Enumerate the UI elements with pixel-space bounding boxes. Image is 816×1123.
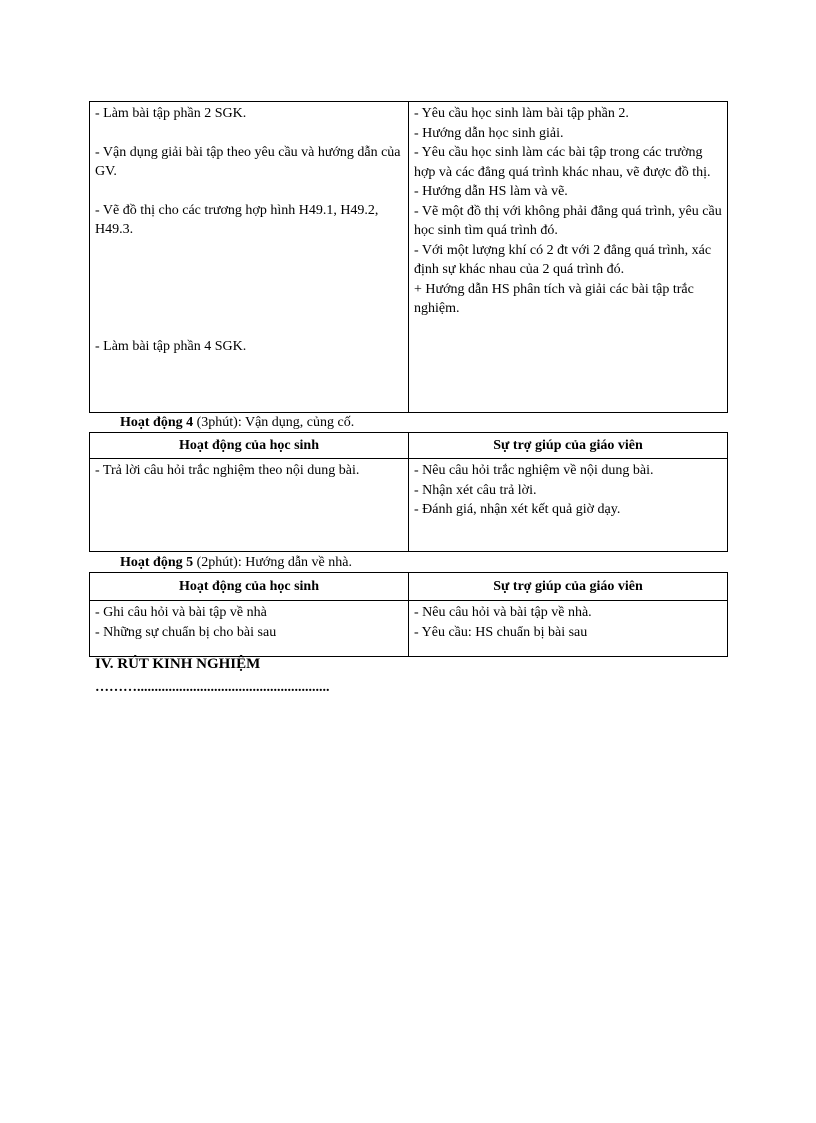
column-header-student: Hoạt động của học sinh [90, 433, 409, 459]
list-item: - Những sự chuẩn bị cho bài sau [95, 624, 277, 640]
activity4-title [120, 414, 354, 432]
column-header-teacher: Sự trợ giúp của giáo viên [409, 433, 728, 459]
column-header-student: Hoạt động của học sinh [90, 573, 409, 601]
list-item: - Đánh giá, nhận xét kết quả giờ dạy. [414, 502, 621, 517]
activity5-table [89, 572, 728, 657]
activity5-label: Hoạt động 5 [120, 555, 194, 570]
table-row [90, 459, 728, 552]
list-item: - Với một lượng khí có 2 đt với 2 đẳng quá trình, xác định sự khác nhau của 2 quá trình đó. [414, 242, 712, 277]
teacher-support-cell [409, 601, 728, 657]
list-item: - Yêu cầu: HS chuẩn bị bài sau [414, 624, 588, 640]
list-item: - Nêu câu hỏi và bài tập về nhà. [414, 605, 592, 620]
student-activities-cell [90, 601, 409, 657]
list-item: - Nêu câu hỏi trắc nghiệm về nội dung bài. [414, 463, 654, 478]
table-header-row [90, 433, 728, 459]
activity4-table [89, 432, 728, 552]
list-item: - Yêu cầu học sinh làm các bài tập trong các trường hợp và các đẳng quá trình khác nhau, vẽ được đồ thị. [414, 145, 711, 180]
table-row [90, 102, 728, 413]
list-item: - Ghi câu hỏi và bài tập về nhà [95, 605, 267, 620]
activity5-title [120, 554, 352, 572]
exercise-table [89, 101, 728, 413]
table-header-row [90, 573, 728, 601]
list-item: - Nhận xét câu trả lời. [414, 482, 537, 498]
list-item: - Yêu cầu học sinh làm bài tập phần 2. [414, 106, 629, 121]
student-activities-cell [90, 102, 409, 413]
activity5-description: (2phút): Hướng dẫn về nhà. [193, 555, 352, 570]
teacher-support-cell [409, 102, 728, 413]
list-item: + Hướng dẫn HS phân tích và giải các bài tập trắc nghiệm. [414, 281, 694, 316]
table-row [90, 601, 728, 657]
list-item: - Trả lời câu hỏi trắc nghiệm theo nội dung bài. [95, 463, 360, 478]
dotted-fill-line: ………....................................................... [95, 680, 330, 695]
student-activities-cell [90, 459, 409, 552]
list-item: - Vận dụng giải bài tập theo yêu cầu và hướng dẫn của GV. [95, 144, 401, 179]
section-heading: IV. RÚT KINH NGHIỆM [95, 656, 261, 672]
activity4-description: (3phút): Vận dụng, củng cố. [193, 415, 355, 430]
list-item: - Hướng dẫn HS làm và vẽ. [414, 184, 568, 199]
list-item: - Vẽ một đồ thị với không phải đẳng quá trình, yêu cầu học sinh tìm quá trình đó. [414, 203, 722, 238]
column-header-teacher: Sự trợ giúp của giáo viên [409, 573, 728, 601]
list-item: - Vẽ đồ thị cho các trương hợp hình H49.1, H49.2, H49.3. [95, 202, 379, 237]
list-item: - Hướng dẫn học sinh giải. [414, 125, 564, 141]
list-item: - Làm bài tập phần 4 SGK. [95, 338, 247, 354]
teacher-support-cell [409, 459, 728, 552]
activity4-label: Hoạt động 4 [120, 415, 194, 430]
list-item: - Làm bài tập phần 2 SGK. [95, 106, 247, 121]
